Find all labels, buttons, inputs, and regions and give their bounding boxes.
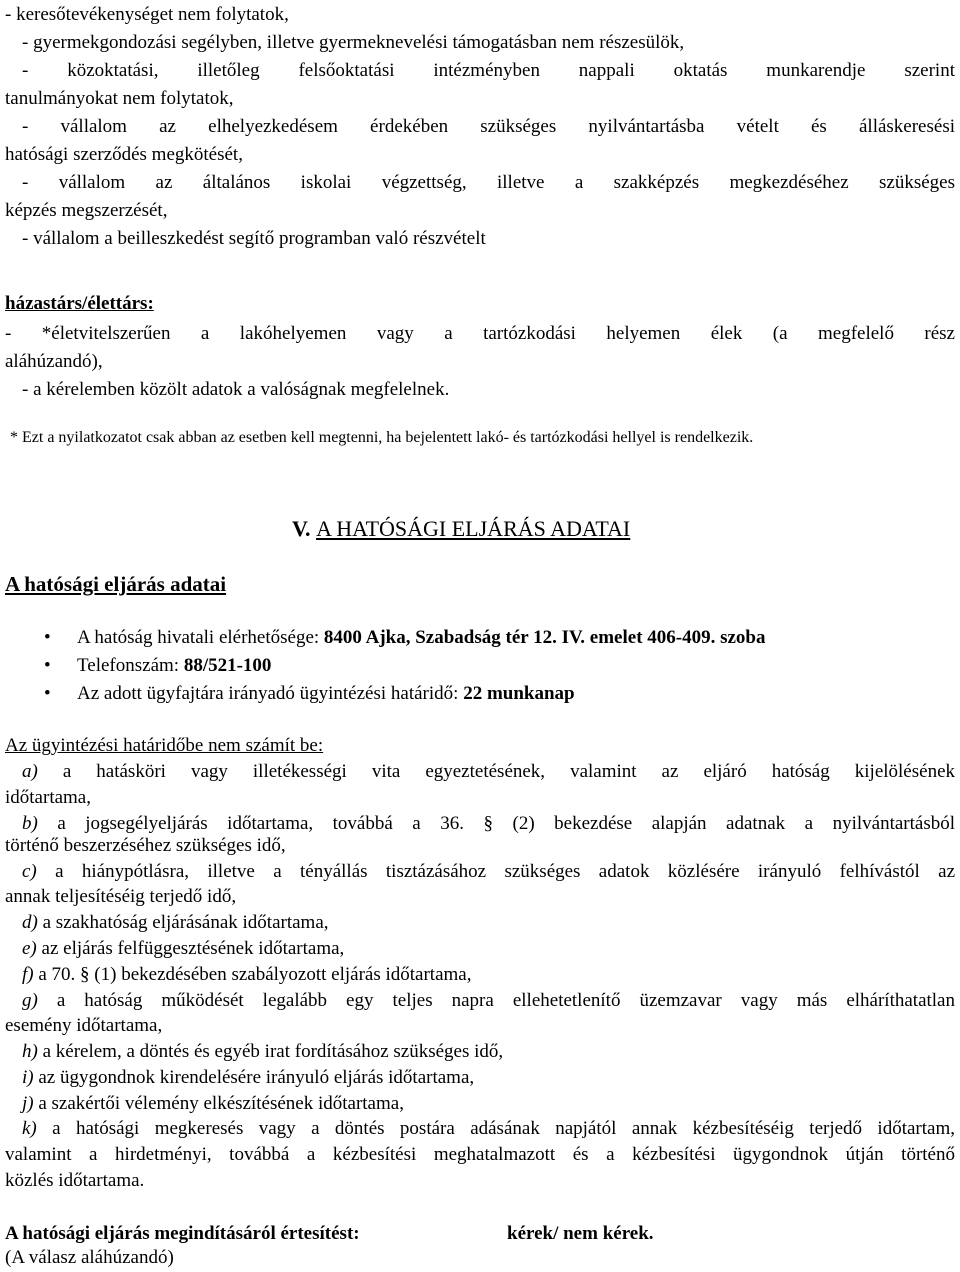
list-line: - vállalom az elhelyezkedésem érdekében szükséges nyilvántartásba vételt és álláskeresési: [22, 116, 955, 137]
list-line: hatósági szerződés megkötését,: [5, 144, 243, 165]
exclusion-item: e) az eljárás felfüggesztésének időtartama,: [22, 938, 345, 959]
footnote: * Ezt a nyilatkozatot csak abban az esetben kell megtenni, ha bejelentett lakó- és tartózkodási hellyel is rendelkezik.: [10, 429, 754, 446]
spouse-heading: házastárs/élettárs:: [5, 293, 154, 314]
bullet-icon: •: [44, 655, 51, 676]
exclusion-item-cont: esemény időtartama,: [5, 1015, 163, 1036]
bullet-item: Az adott ügyfajtára irányadó ügyintézési határidő: 22 munkanap: [77, 683, 575, 704]
exclusion-item-cont: közlés időtartama.: [5, 1170, 145, 1191]
exclusion-item: j) a szakértői vélemény elkészítésének időtartama,: [22, 1093, 404, 1114]
exclusion-item-cont: időtartama,: [5, 787, 91, 808]
list-line: - gyermekgondozási segélyben, illetve gyermeknevelési támogatásban nem részesülök,: [22, 32, 685, 53]
exclusion-item: k) a hatósági megkeresés vagy a döntés postára adásának napjától annak kézbesítéséig terjedő időtartam,: [22, 1118, 955, 1139]
exclusion-item: i) az ügygondnok kirendelésére irányuló eljárás időtartama,: [22, 1067, 475, 1088]
bullet-item: A hatóság hivatali elérhetősége: 8400 Ajka, Szabadság tér 12. IV. emelet 406-409. szoba: [77, 627, 766, 648]
section-number: V.: [292, 516, 317, 541]
bullet-icon: •: [44, 627, 51, 648]
list-line: képzés megszerzését,: [5, 200, 168, 221]
exclusions-heading: Az ügyintézési határidőbe nem számít be:: [5, 735, 324, 756]
exclusion-item: b) a jogsegélyeljárás időtartama, továbbá a 36. § (2) bekezdése alapján adatnak a nyilvántartásból: [22, 813, 955, 834]
exclusion-item-cont: valamint a hirdetményi, továbbá a kézbesítési meghatalmazott és a kézbesítési ügygondnok útján történő: [5, 1144, 955, 1165]
notification-options: kérek/ nem kérek.: [507, 1223, 654, 1244]
section-title-text: A HATÓSÁGI ELJÁRÁS ADATAI: [316, 516, 631, 541]
subheading: A hatósági eljárás adatai: [5, 572, 227, 596]
exclusion-item: g) a hatóság működését legalább egy teljes napra ellehetetlenítő üzemzavar vagy más elháríthatatlan: [22, 990, 955, 1011]
exclusion-item: a) a hatásköri vagy illetékességi vita egyeztetésének, valamint az eljáró hatóság kijelölésének: [22, 761, 955, 782]
exclusion-item-cont: történő beszerzéséhez szükséges idő,: [5, 835, 286, 856]
bullet-item: Telefonszám: 88/521-100: [77, 655, 272, 676]
exclusion-item: d) a szakhatóság eljárásának időtartama,: [22, 912, 329, 933]
list-line: - vállalom a beilleszkedést segítő programban való részvételt: [22, 228, 486, 249]
section-title: [292, 516, 630, 542]
bullet-icon: •: [44, 683, 51, 704]
exclusion-item-cont: annak teljesítéséig terjedő idő,: [5, 886, 237, 907]
notification-label: A hatósági eljárás megindításáról értesítést:: [5, 1223, 360, 1244]
exclusion-item: f) a 70. § (1) bekezdésében szabályozott eljárás időtartama,: [22, 964, 472, 985]
list-line: tanulmányokat nem folytatok,: [5, 88, 234, 109]
notification-hint: (A válasz aláhúzandó): [5, 1247, 174, 1268]
exclusion-item: h) a kérelem, a döntés és egyéb irat fordításához szükséges idő,: [22, 1041, 504, 1062]
list-line: - keresőtevékenységet nem folytatok,: [5, 4, 289, 25]
exclusion-item: c) a hiánypótlásra, illetve a tényállás tisztázásához szükséges adatok közlésére irányuló felhívástól az: [22, 861, 955, 882]
spouse-line: - a kérelemben közölt adatok a valóságnak megfelelnek.: [22, 379, 450, 400]
list-line: - közoktatási, illetőleg felsőoktatási intézményben nappali oktatás munkarendje szerint: [22, 60, 955, 81]
spouse-line: - *életvitelszerűen a lakóhelyemen vagy a tartózkodási helyemen élek (a megfelelő rész: [5, 323, 955, 344]
spouse-line: aláhúzandó),: [5, 351, 103, 372]
list-line: - vállalom az általános iskolai végzettség, illetve a szakképzés megkezdéséhez szükséges: [22, 172, 955, 193]
